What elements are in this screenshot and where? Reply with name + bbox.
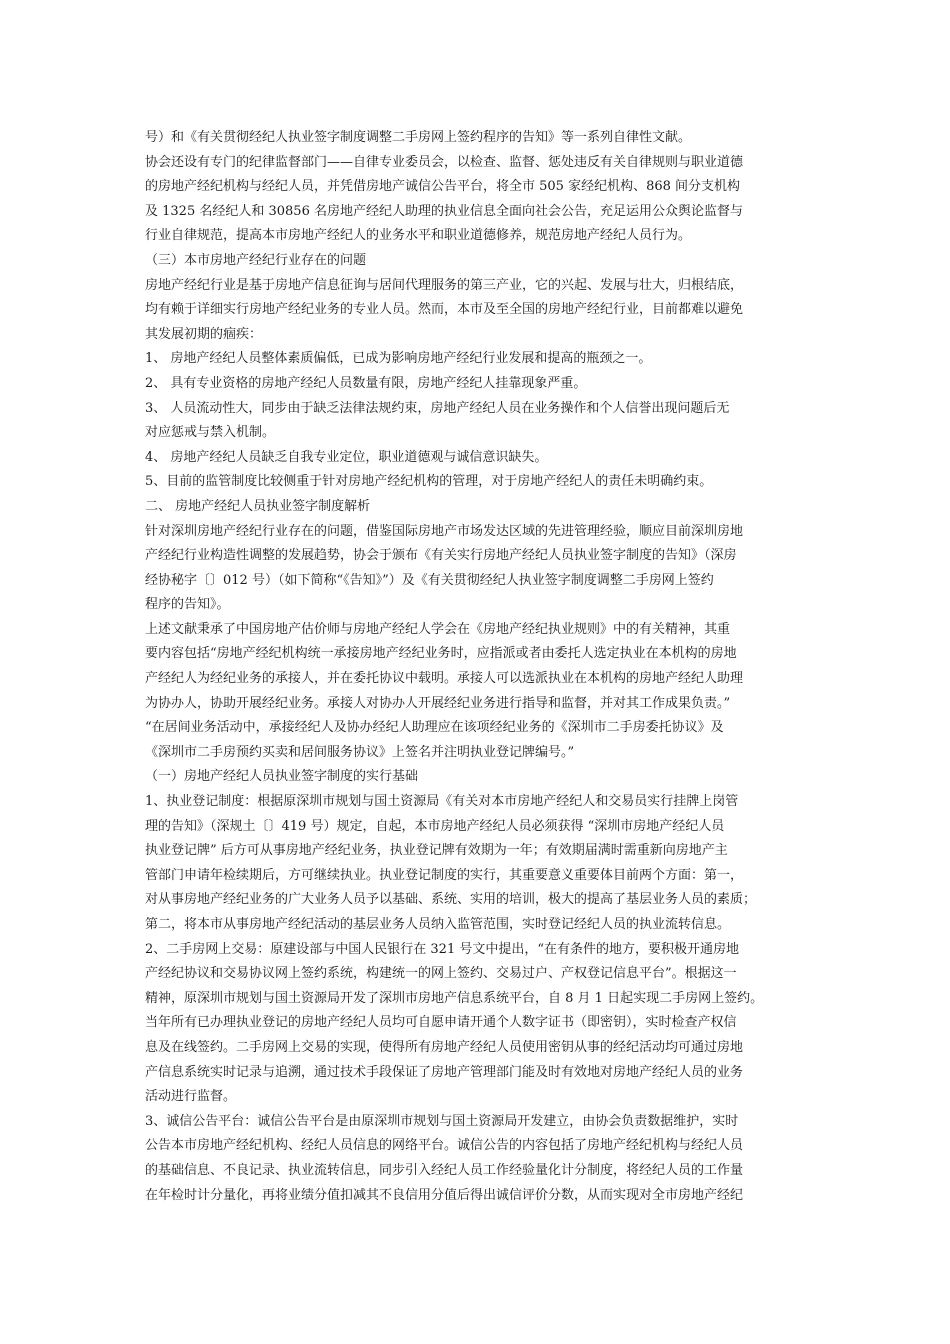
text-line: 3、 人员流动性大，同步由于缺乏法律法规约束，房地产经纪人员在业务操作和个人信誉出现问题后无 [145,400,730,416]
text-line: 要内容包括“房地产经纪机构统一承接房地产经纪业务时，应指派或者由委托人选定执业在本机构的房地 [145,646,737,662]
text-line: 程序的告知》。 [145,597,230,613]
text-line: 协会还设有专门的纪律监督部门——自律专业委员会，以检查、监督、惩处违反有关自律规则与职业道德 [145,154,744,170]
text-line: 执业登记牌” 后方可从事房地产经纪业务，执业登记牌有效期为一年；有效期届满时需重新向房地产主 [145,843,728,859]
text-line: 第二，将本市从事房地产经纪活动的基层业务人员纳入监管范围，实时登记经纪人员的执业流转信息。 [145,917,731,932]
text-line: 上述文献秉承了中国房地产估价师与房地产经纪人学会在《房地产经纪执业规则》中的有关精神，其重 [145,621,731,637]
text-line: 均有赖于详细实行房地产经纪业务的专业人员。然而，本市及至全国的房地产经纪行业，目前都难以避免 [145,302,744,318]
text-line: 产经纪人为经纪业务的承接人，并在委托协议中载明。承接人可以选派执业在本机构的房地产经纪人助理 [145,671,744,687]
text-line: 4、 房地产经纪人员缺乏自我专业定位，职业道德观与诚信意识缺失。 [145,449,548,465]
text-line: 息及在线签约。二手房网上交易的实现，使得所有房地产经纪人员使用密钥从事的经纪活动均可通过房地 [145,1039,744,1055]
text-line: 活动进行监督。 [145,1089,237,1105]
text-line: 精神，原深圳市规划与国土资源局开发了深圳市房地产信息系统平台，自 8 月 1 日起实现二手房网上签约。 [145,990,764,1006]
text-line: 2、二手房网上交易：原建设部与中国人民银行在 321 号文中提出，“在有条件的地方，要积极开通房地 [145,941,739,957]
text-line: 二、 房地产经纪人员执业签字制度解析 [145,498,371,514]
text-line: 房地产经纪行业是基于房地产信息征询与居间代理服务的第三产业，它的兴起、发展与壮大，归根结底， [145,277,744,293]
text-line: 产经纪行业构造性调整的发展趋势，协会于颁布《有关实行房地产经纪人员执业签字制度的告知》（深房 [145,548,737,564]
text-line: 管部门申请年检续期后，方可继续执业。执业登记制度的实行，其重要意义重要体目前两个方面：第一， [145,867,744,883]
text-line: 1、 房地产经纪人员整体素质偏低，已成为影响房地产经纪行业发展和提高的瓶颈之一。 [145,351,652,367]
text-line: 公告本市房地产经纪机构、经纪人员信息的网络平台。诚信公告的内容包括了房地产经纪机构与经纪人员 [145,1138,744,1154]
text-line: “在居间业务活动中，承接经纪人及协办经纪人助理应在该项经纪业务的《深圳市二手房委托协议》及 [145,720,724,736]
text-line: 经协秘字〔〕012 号）（如下简称“《告知》”）及《有关贯彻经纪人执业签字制度调整二手房网上签约 [145,572,714,588]
text-line: 在年检时计分量化，再将业绩分值扣减其不良信用分值后得出诚信评价分数，从而实现对全市房地产经纪 [145,1187,744,1203]
text-line: 号）和《有关贯彻经纪人执业签字制度调整二手房网上签约程序的告知》等一系列自律性文献。 [145,130,692,145]
text-line: 产经纪协议和交易协议网上签约系统，构建统一的网上签约、交易过户、产权登记信息平台”。根据这一 [145,966,737,982]
text-line: 为协办人，协助开展经纪业务。承接人对协办人开展经纪业务进行指导和监督，并对其工作成果负责。” [145,695,731,711]
text-line: 对从事房地产经纪业务的广大业务人员予以基础、系统、实用的培训，极大的提高了基层业务人员的素质； [145,892,757,908]
text-line: （一）房地产经纪人员执业签字制度的实行基础 [145,769,419,785]
document-page [145,126,810,1208]
text-line: 的房地产经纪机构与经纪人员，并凭借房地产诚信公告平台，将全市 505 家经纪机构、868 间分支机构 [145,179,741,195]
text-line: 5、目前的监管制度比较侧重于针对房地产经纪机构的管理，对于房地产经纪人的责任未明确约束。 [145,474,713,490]
text-line: （三）本市房地产经纪行业存在的问题 [145,252,367,268]
text-line: 2、 具有专业资格的房地产经纪人员数量有限，房地产经纪人挂靠现象严重。 [145,375,587,391]
text-line: 的基础信息、不良记录、执业流转信息，同步引入经纪人员工作经验量化计分制度，将经纪人员的工作量 [145,1162,744,1178]
text-line: 当年所有已办理执业登记的房地产经纪人员均可自愿申请开通个人数字证书（即密钥），实时检查产权信 [145,1015,737,1031]
text-line: 产信息系统实时记录与追溯，通过技术手段保证了房地产管理部门能及时有效地对房地产经纪人员的业务 [145,1064,744,1080]
text-line: 理的告知》（深规土〔〕419 号）规定，自起，本市房地产经纪人员必须获得 “深圳市房地产经纪人员 [145,818,725,834]
text-line: 对应惩戒与禁入机制。 [145,425,276,441]
text-line: 行业自律规范，提高本市房地产经纪人的业务水平和职业道德修养，规范房地产经纪人员行为。 [145,228,692,244]
text-line: 1、执业登记制度：根据原深圳市规划与国土资源局《有关对本市房地产经纪人和交易员实行挂牌上岗管 [145,794,739,810]
text-line: 《深圳市二手房预约买卖和居间服务协议》上签名并注明执业登记牌编号。” [145,744,575,760]
text-line: 3、诚信公告平台：诚信公告平台是由原深圳市规划与国土资源局开发建立，由协会负责数据维护，实时 [145,1113,739,1129]
text-line: 及 1325 名经纪人和 30856 名房地产经纪人助理的执业信息全面向社会公告，充足运用公众舆论监督与 [145,203,743,219]
text-line: 其发展初期的痼疾： [145,326,263,342]
text-line: 针对深圳房地产经纪行业存在的问题，借鉴国际房地产市场发达区域的先进管理经验，顺应目前深圳房地 [145,523,744,539]
